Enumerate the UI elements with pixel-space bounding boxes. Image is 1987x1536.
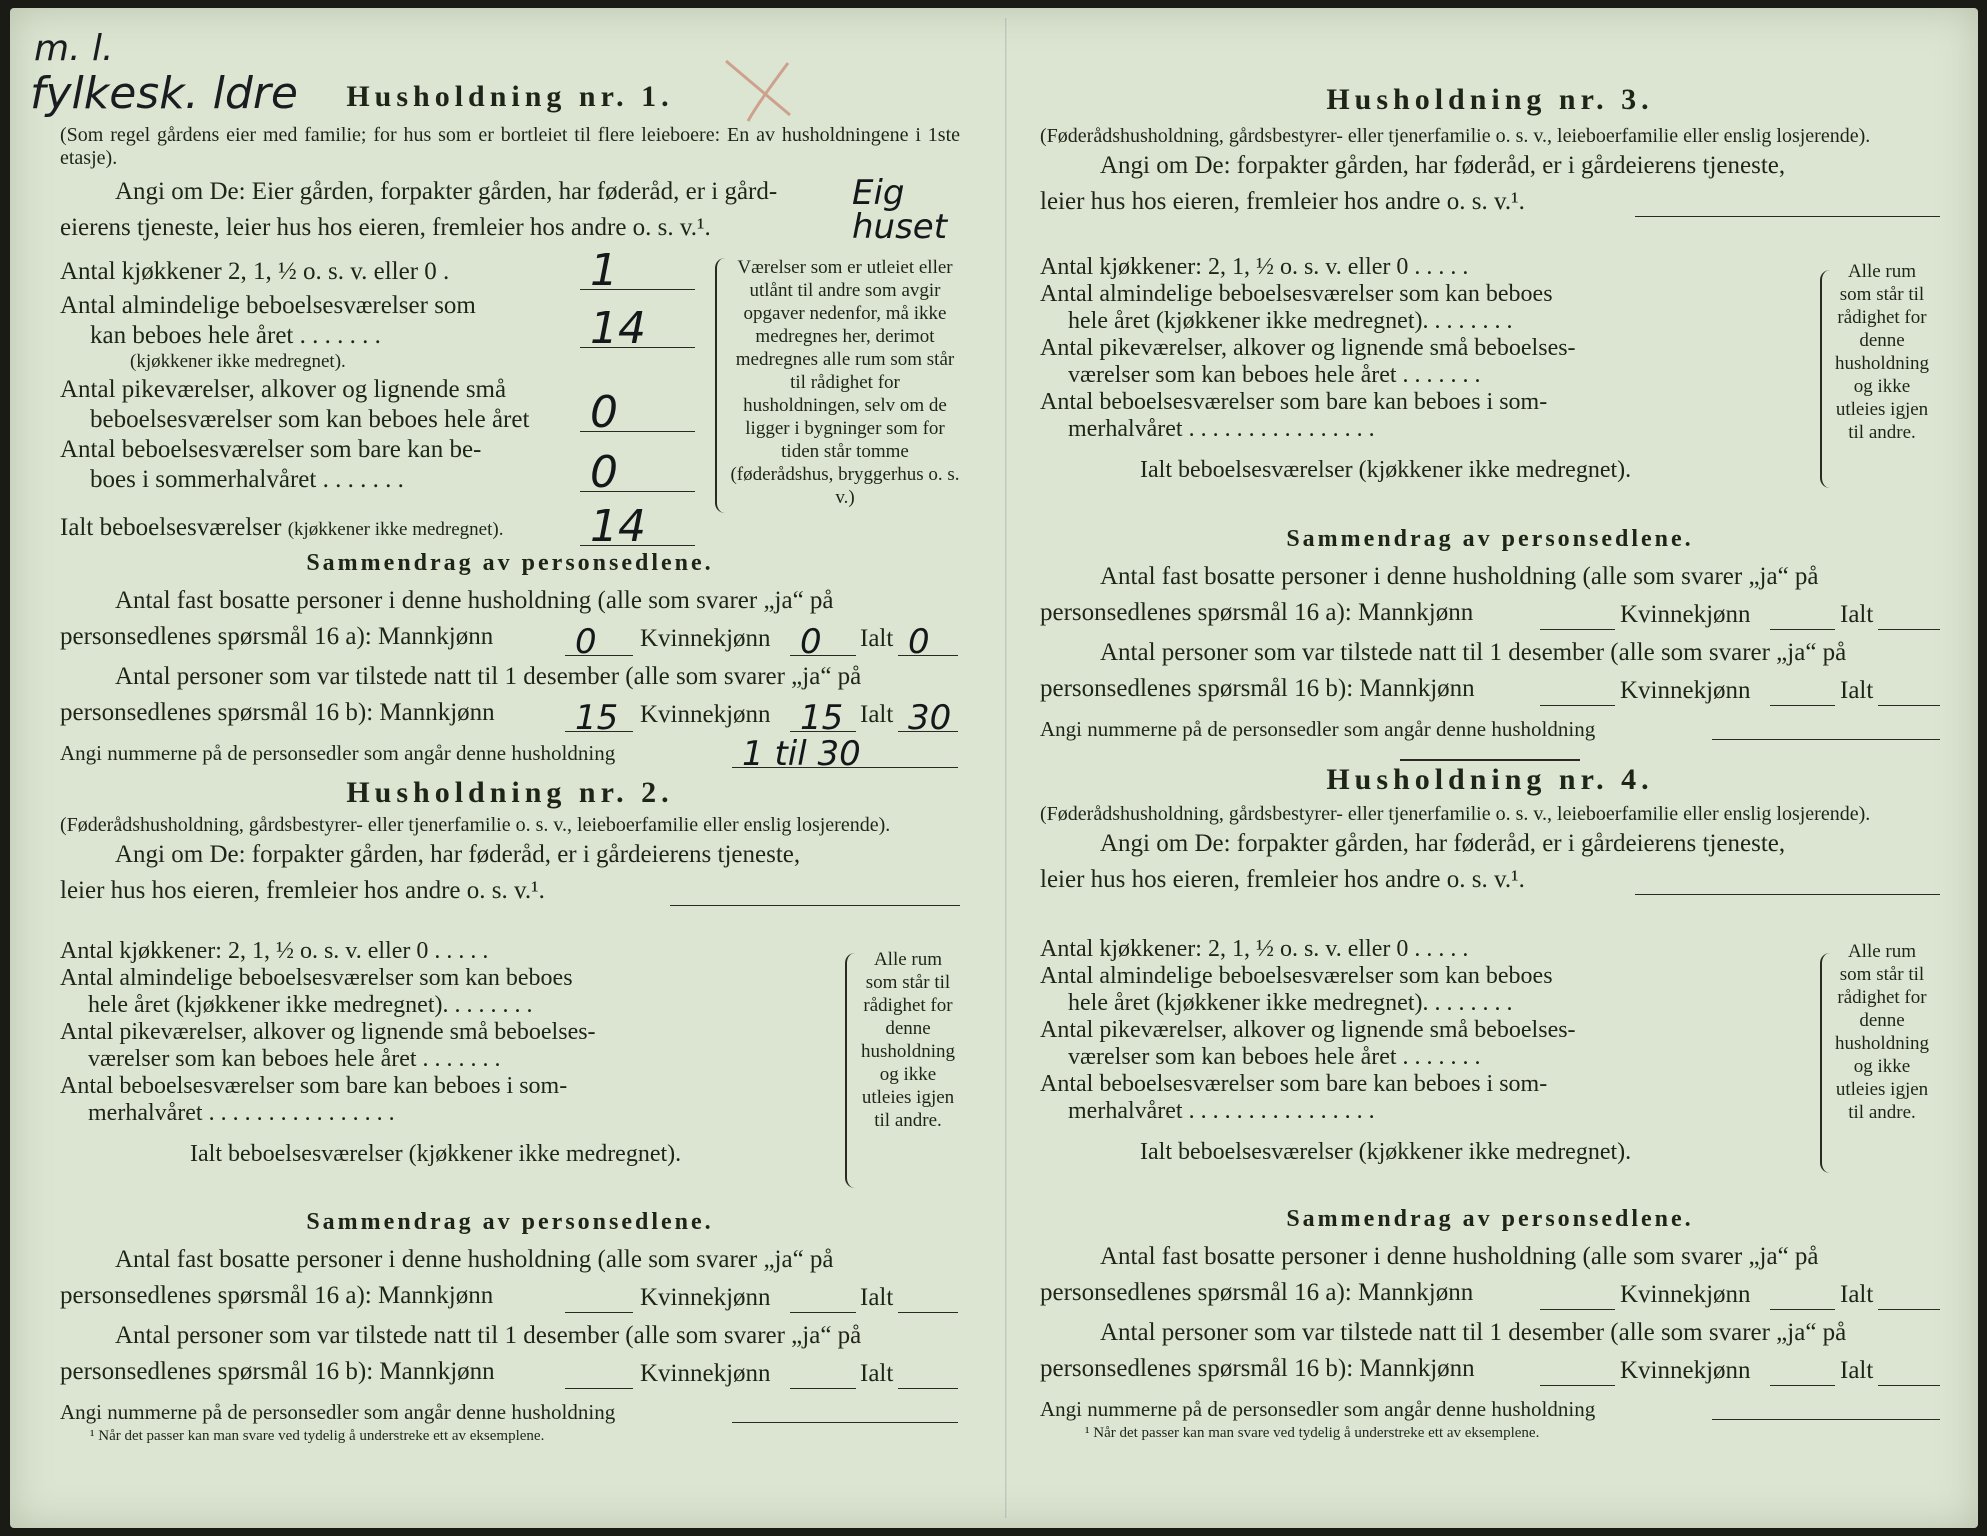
household-3-rooms — [1040, 254, 1690, 484]
h1-side-note: Værelser som er utleiet eller utlånt til andre som avgir opgaver nedenfor, må ikke medregnes her, derimot medregnes alle rum som står til rådighet for husholdningen, selv om de ligger i bygninger som for tiden står tomme (føderådshus, bryggerhus o. s. v.) — [730, 257, 960, 508]
answer-line — [580, 375, 695, 438]
kvinne-line — [1770, 1357, 1835, 1386]
ialt-line — [898, 698, 958, 738]
h3-s2-text: Antal personer som var tilstede natt til 1 desember (alle som svarer „ja“ på — [1100, 639, 1847, 666]
label: Antal kjøkkener 2, 1, ½ o. s. v. eller 0 . — [60, 258, 450, 285]
h2-nummer-row — [60, 1394, 960, 1428]
s2-mann: 15 — [575, 698, 619, 738]
household-2-rooms — [60, 938, 710, 1168]
pike-answer: 0 — [590, 387, 618, 438]
prefix: personsedlenes spørsmål 16 b): Mannkjønn — [1040, 675, 1475, 702]
answer-line — [580, 501, 695, 552]
nummer-label: Angi nummerne på de personsedler som angår denne husholdning — [60, 741, 616, 765]
h2-pike-1: Antal pikeværelser, alkover og lignende små beboelses- — [60, 1019, 596, 1045]
angi-answer: Eig huset — [852, 173, 948, 247]
h2-angi-1: Angi om De: forpakter gården, har føderåd, er i gårdeierens tjeneste, — [115, 841, 801, 868]
angi-line2-text: eierens tjeneste, leier hus hos eieren, fremleier hos andre o. s. v.¹. — [60, 214, 711, 241]
mann-line — [1540, 677, 1615, 706]
h3-pike-1: Antal pikeværelser, alkover og lignende små beboelses- — [1040, 335, 1576, 361]
nummer-label: Angi nummerne på de personsedler som angår denne husholdning — [1040, 717, 1596, 741]
h3-nummer-row — [1040, 711, 1940, 745]
angi-line — [1635, 868, 1940, 895]
prefix: personsedlenes spørsmål 16 a): Mannkjønn — [60, 623, 494, 650]
s1-mann: 0 — [575, 622, 597, 662]
h2-s1-row — [60, 1278, 960, 1318]
household-1-section — [60, 80, 960, 246]
h2-summary-title: Sammendrag av personsedlene. — [306, 1209, 714, 1235]
h3-alm-2: hele året (kjøkkener ikke medregnet). . . . . . . . — [1068, 308, 1513, 334]
ialt-line — [898, 1284, 958, 1313]
ialt-label: Ialt — [860, 1360, 894, 1387]
h4-nummer-row — [1040, 1391, 1940, 1425]
h4-sommer-1: Antal beboelsesværelser som bare kan beboes i som- — [1040, 1071, 1548, 1097]
h3-alm-1: Antal almindelige beboelsesværelser som kan beboes — [1040, 281, 1553, 307]
h1-kjokkener-row — [60, 245, 710, 296]
h2-s2-text: Antal personer som var tilstede natt til 1 desember (alle som svarer „ja“ på — [115, 1322, 862, 1349]
h3-sommer-2: merhalvåret . . . . . . . . . . . . . . . . — [1068, 416, 1375, 442]
ialt-label: Ialt — [860, 625, 894, 652]
h3-side-note: Alle rum som står til rådighet for denne husholdning og ikke utleies igjen til andre. — [1835, 261, 1929, 443]
h4-pike-2: værelser som kan beboes hele året . . . . . . . — [1068, 1044, 1481, 1070]
h4-angi-1: Angi om De: forpakter gården, har føderåd, er i gårdeierens tjeneste, — [1100, 830, 1786, 857]
h3-angi-2-row — [1040, 184, 1940, 220]
sommer-answer: 0 — [590, 447, 618, 498]
h1-nummer-row — [60, 734, 960, 774]
kvinne-line — [1770, 601, 1835, 630]
household-3-note: (Føderådshusholdning, gårdsbestyrer- eller tjenerfamilie o. s. v., leieboerfamilie eller enslig losjerende). — [1040, 125, 1871, 147]
h4-alm-2: hele året (kjøkkener ikke medregnet). . . . . . . . — [1068, 990, 1513, 1016]
angi-2: leier hus hos eieren, fremleier hos andre o. s. v.¹. — [1040, 188, 1525, 215]
household-1-note: (Som regel gårdens eier med familie; for hus som er bortleiet til flere leieboere: En av husholdningene i 1ste etasje). — [60, 124, 960, 169]
h2-pike-2: værelser som kan beboes hele året . . . . . . . — [88, 1046, 501, 1072]
prefix: personsedlenes spørsmål 16 b): Mannkjønn — [60, 699, 495, 726]
ialt-line — [898, 622, 958, 662]
h2-ialt: Ialt beboelsesværelser (kjøkkener ikke medregnet). — [190, 1141, 682, 1167]
prefix: personsedlenes spørsmål 16 b): Mannkjønn — [60, 1358, 495, 1385]
h4-s2-text: Antal personer som var tilstede natt til 1 desember (alle som svarer „ja“ på — [1100, 1319, 1847, 1346]
kvinne-label: Kvinnekjønn — [640, 701, 771, 728]
mann-line — [1540, 601, 1615, 630]
answer-line — [580, 245, 695, 296]
ialt-label: Ialt — [860, 1284, 894, 1311]
mann-line — [1540, 1281, 1615, 1310]
mann-line — [1540, 1357, 1615, 1386]
h1-alm-sub: (kjøkkener ikke medregnet). — [130, 351, 346, 372]
ialt-label: Ialt — [1840, 677, 1874, 704]
kvinne-label: Kvinnekjønn — [1620, 1357, 1751, 1384]
nummer-label: Angi nummerne på de personsedler som angår denne husholdning — [60, 1400, 616, 1424]
angi-2: leier hus hos eieren, fremleier hos andre o. s. v.¹. — [1040, 866, 1525, 893]
separator — [1400, 759, 1580, 761]
kvinne-label: Kvinnekjønn — [640, 625, 771, 652]
h4-s2-row — [1040, 1351, 1940, 1391]
s1-kvinne: 0 — [800, 622, 822, 662]
kjokkener-answer: 1 — [590, 245, 618, 296]
ialt-line — [1878, 677, 1940, 706]
kvinne-line — [790, 622, 856, 662]
label: boes i sommerhalvåret . . . . . . . — [90, 466, 404, 493]
nummer-line — [1712, 1393, 1940, 1420]
kvinne-label: Kvinnekjønn — [1620, 1281, 1751, 1308]
h2-sommer-1: Antal beboelsesværelser som bare kan beboes i som- — [60, 1073, 568, 1099]
h3-s1-text: Antal fast bosatte personer i denne husholdning (alle som svarer „ja“ på — [1100, 563, 1819, 590]
h2-kjokkener: Antal kjøkkener: 2, 1, ½ o. s. v. eller 0 . . . . . — [60, 938, 489, 964]
label: Antal pikeværelser, alkover og lignende små — [60, 376, 507, 403]
h2-angi-2-row — [60, 873, 960, 909]
h3-sommer-1: Antal beboelsesværelser som bare kan beboes i som- — [1040, 389, 1548, 415]
h3-ialt: Ialt beboelsesværelser (kjøkkener ikke medregnet). — [1140, 457, 1632, 483]
kvinne-label: Kvinnekjønn — [640, 1360, 771, 1387]
prefix: personsedlenes spørsmål 16 b): Mannkjønn — [1040, 1355, 1475, 1382]
household-2-note: (Føderådshusholdning, gårdsbestyrer- eller tjenerfamilie o. s. v., leieboerfamilie eller enslig losjerende). — [60, 814, 891, 836]
nummer-line — [1712, 713, 1940, 740]
h1-s2-row — [60, 695, 960, 738]
label: Antal beboelsesværelser som bare kan be- — [60, 436, 482, 463]
footnote-right: ¹ Når det passer kan man svare ved tydelig å understreke ett av eksemplene. — [1085, 1425, 1540, 1441]
nummer-answer: 1 til 30 — [742, 734, 861, 774]
nummer-line — [732, 734, 958, 774]
ialt-line — [898, 1360, 958, 1389]
household-1-rooms — [60, 245, 710, 552]
kvinne-line — [790, 1360, 856, 1389]
alm-answer: 14 — [590, 303, 646, 354]
census-form-sheet — [10, 8, 1978, 1528]
label: Ialt beboelsesværelser — [60, 514, 282, 541]
h4-angi-2-row — [1040, 862, 1940, 898]
nummer-label: Angi nummerne på de personsedler som angår denne husholdning — [1040, 1397, 1596, 1421]
h1-summary-title: Sammendrag av personsedlene. — [306, 550, 714, 576]
kvinne-line — [1770, 677, 1835, 706]
ialt-answer: 14 — [590, 501, 646, 552]
ialt-line — [1878, 1281, 1940, 1310]
household-4-rooms — [1040, 936, 1690, 1166]
prefix: personsedlenes spørsmål 16 a): Mannkjønn — [1040, 599, 1474, 626]
household-4-section — [1040, 763, 1940, 898]
household-2-title: Husholdning nr. 2. — [346, 776, 674, 809]
household-1-summary — [60, 544, 960, 774]
ialt-line — [1878, 1357, 1940, 1386]
household-3-section — [1040, 83, 1940, 220]
h1-s2-text: Antal personer som var tilstede natt til 1 desember (alle som svarer „ja“ på — [115, 663, 862, 690]
mann-line — [565, 1284, 633, 1313]
household-4-note: (Føderådshusholdning, gårdsbestyrer- eller tjenerfamilie o. s. v., leieboerfamilie eller enslig losjerende). — [1040, 803, 1871, 825]
mann-line — [565, 698, 633, 738]
ialt-label: Ialt — [1840, 601, 1874, 628]
h3-s1-row — [1040, 595, 1940, 635]
ialt-label: Ialt — [860, 701, 894, 728]
h2-alm-1: Antal almindelige beboelsesværelser som kan beboes — [60, 965, 573, 991]
h3-kjokkener: Antal kjøkkener: 2, 1, ½ o. s. v. eller 0 . . . . . — [1040, 254, 1469, 280]
household-2-summary — [60, 1203, 960, 1445]
label: beboelsesværelser som kan beboes hele året — [90, 406, 530, 433]
kvinne-line — [790, 698, 856, 738]
nummer-line — [732, 1396, 958, 1423]
scribble-fylkesk: fylkesk. ldre — [30, 68, 298, 119]
h3-s2-row — [1040, 671, 1940, 711]
scribble-ml: m. l. — [34, 28, 114, 69]
household-2-section — [60, 776, 960, 909]
brace — [715, 258, 731, 513]
mann-line — [565, 1360, 633, 1389]
household-3-summary — [1040, 520, 1940, 775]
h2-side-note: Alle rum som står til rådighet for denne husholdning og ikke utleies igjen til andre. — [861, 949, 955, 1131]
answer-line — [580, 435, 695, 498]
h2-sommer-2: merhalvåret . . . . . . . . . . . . . . . . — [88, 1100, 395, 1126]
mann-line — [565, 622, 633, 662]
kvinne-line — [1770, 1281, 1835, 1310]
h4-alm-1: Antal almindelige beboelsesværelser som kan beboes — [1040, 963, 1553, 989]
angi-line — [670, 879, 960, 906]
angi-2: leier hus hos eieren, fremleier hos andre o. s. v.¹. — [60, 877, 545, 904]
kvinne-line — [790, 1284, 856, 1313]
household-3-title: Husholdning nr. 3. — [1326, 83, 1654, 116]
h1-s1-text: Antal fast bosatte personer i denne husholdning (alle som svarer „ja“ på — [115, 587, 834, 614]
label: kan beboes hele året . . . . . . . — [90, 322, 381, 349]
h4-ialt: Ialt beboelsesværelser (kjøkkener ikke medregnet). — [1140, 1139, 1632, 1165]
h3-pike-2: værelser som kan beboes hele året . . . . . . . — [1068, 362, 1481, 388]
h3-summary-title: Sammendrag av personsedlene. — [1286, 526, 1694, 552]
angi-line — [1635, 190, 1940, 217]
sub-label: (kjøkkener ikke medregnet). — [287, 519, 504, 540]
ialt-label: Ialt — [1840, 1357, 1874, 1384]
label: Antal almindelige beboelsesværelser som — [60, 292, 476, 319]
h4-side-note: Alle rum som står til rådighet for denne husholdning og ikke utleies igjen til andre. — [1835, 941, 1929, 1123]
s2-kvinne: 15 — [800, 698, 844, 738]
answer-line — [580, 291, 695, 354]
h4-summary-title: Sammendrag av personsedlene. — [1286, 1206, 1694, 1232]
h4-kjokkener: Antal kjøkkener: 2, 1, ½ o. s. v. eller 0 . . . . . — [1040, 936, 1469, 962]
h2-s1-text: Antal fast bosatte personer i denne husholdning (alle som svarer „ja“ på — [115, 1246, 834, 1273]
footnote-left: ¹ Når det passer kan man svare ved tydelig å understreke ett av eksemplene. — [90, 1428, 545, 1444]
s1-ialt: 0 — [908, 622, 930, 662]
h1-s1-row — [60, 619, 960, 662]
ialt-label: Ialt — [1840, 1281, 1874, 1308]
h4-pike-1: Antal pikeværelser, alkover og lignende små beboelses- — [1040, 1017, 1576, 1043]
household-4-title: Husholdning nr. 4. — [1326, 763, 1654, 796]
h1-ialt-row — [60, 501, 710, 552]
h2-alm-2: hele året (kjøkkener ikke medregnet). . . . . . . . — [88, 992, 533, 1018]
household-1-title: Husholdning nr. 1. — [346, 80, 674, 113]
prefix: personsedlenes spørsmål 16 a): Mannkjønn — [1040, 1279, 1474, 1306]
kvinne-label: Kvinnekjønn — [1620, 677, 1751, 704]
household-4-summary — [1040, 1200, 1940, 1442]
kvinne-label: Kvinnekjønn — [640, 1284, 771, 1311]
kvinne-label: Kvinnekjønn — [1620, 601, 1751, 628]
ialt-line — [1878, 601, 1940, 630]
h4-s1-row — [1040, 1275, 1940, 1315]
h4-sommer-2: merhalvåret . . . . . . . . . . . . . . . . — [1068, 1098, 1375, 1124]
h4-s1-text: Antal fast bosatte personer i denne husholdning (alle som svarer „ja“ på — [1100, 1243, 1819, 1270]
h3-angi-1: Angi om De: forpakter gården, har føderåd, er i gårdeierens tjeneste, — [1100, 152, 1786, 179]
brace — [845, 953, 859, 1188]
s2-ialt: 30 — [908, 698, 952, 738]
h2-s2-row — [60, 1354, 960, 1394]
prefix: personsedlenes spørsmål 16 a): Mannkjønn — [60, 1282, 494, 1309]
household-1-angi-line1: Angi om De: Eier gården, forpakter gården, har føderåd, er i gård- — [115, 178, 778, 205]
page-fold — [1005, 18, 1008, 1518]
